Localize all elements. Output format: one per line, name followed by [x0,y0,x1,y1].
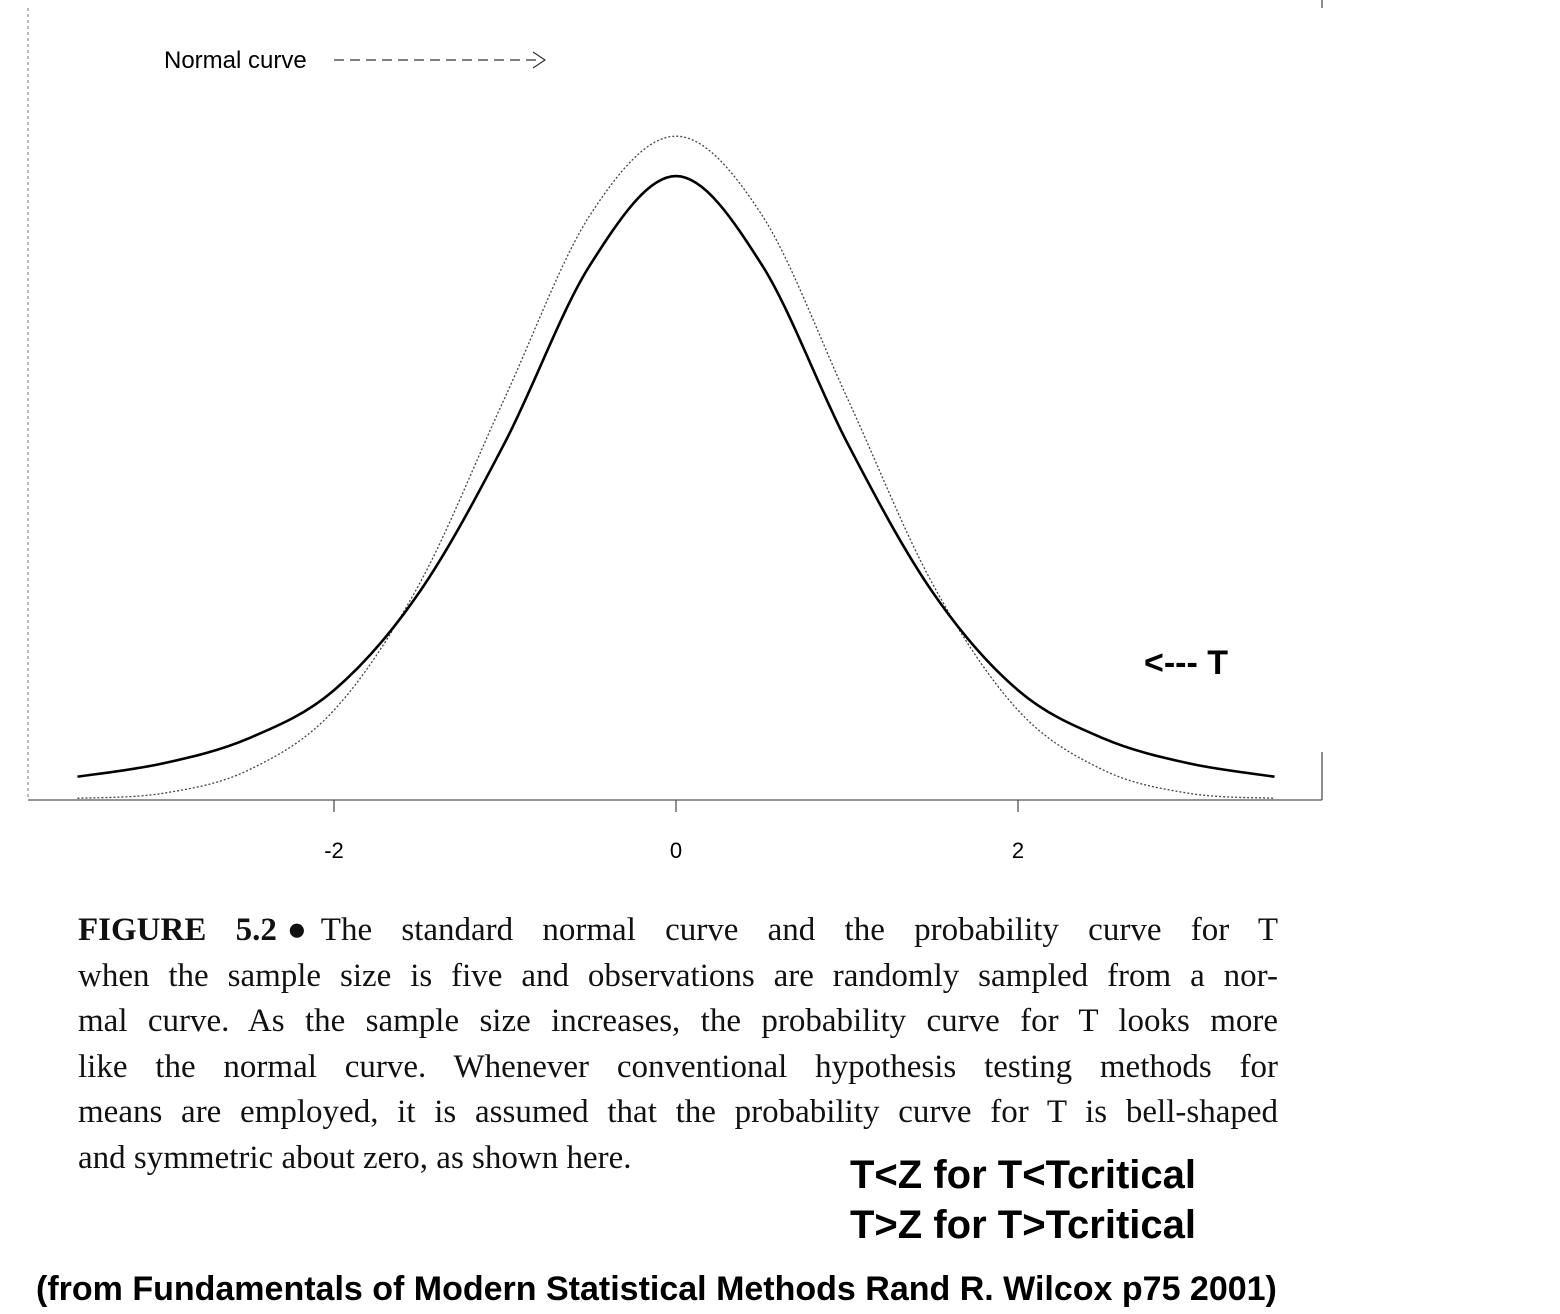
caption-line-4: like the normal curve. Whenever conventional hypothesis testing methods for [78,1048,1278,1085]
note-line-1: T<Z for T<Tcritical [850,1153,1196,1197]
series-normal-line [78,136,1275,798]
figure-caption [78,908,1278,1182]
x-tick-label--2: -2 [324,838,344,863]
caption-text-1: The standard normal curve and the probability curve for T [320,912,1279,948]
chart-axes [28,0,1322,800]
source-citation: (from Fundamentals of Modern Statistical Methods Rand R. Wilcox p75 2001) [36,1270,1277,1308]
series-t-line [78,176,1275,777]
note-line-2: T>Z for T>Tcritical [850,1203,1196,1247]
x-ticks [324,800,1024,863]
normal-curve-label: Normal curve [164,47,307,74]
caption-line-3: mal curve. As the sample size increases, the probability curve for T looks more [78,1003,1278,1040]
t-curve-label: <--- T [1144,644,1229,682]
x-tick-label-0: 0 [669,838,683,863]
caption-line-6: and symmetric about zero, as shown here. [78,1139,632,1176]
annotation-note [850,1150,1196,1250]
normal-curve-annotation [164,47,545,74]
caption-line-1 [78,908,1278,954]
x-tick-label-2: 2 [1011,838,1025,863]
caption-line-5: means are employed, it is assumed that the probability curve for T is bell-shaped [78,1094,1278,1131]
caption-line-2: when the sample size is five and observations are randomly sampled from a nor- [78,957,1278,994]
figure-label: FIGURE 5.2 [78,912,277,948]
bullet-icon: ● [286,912,307,948]
